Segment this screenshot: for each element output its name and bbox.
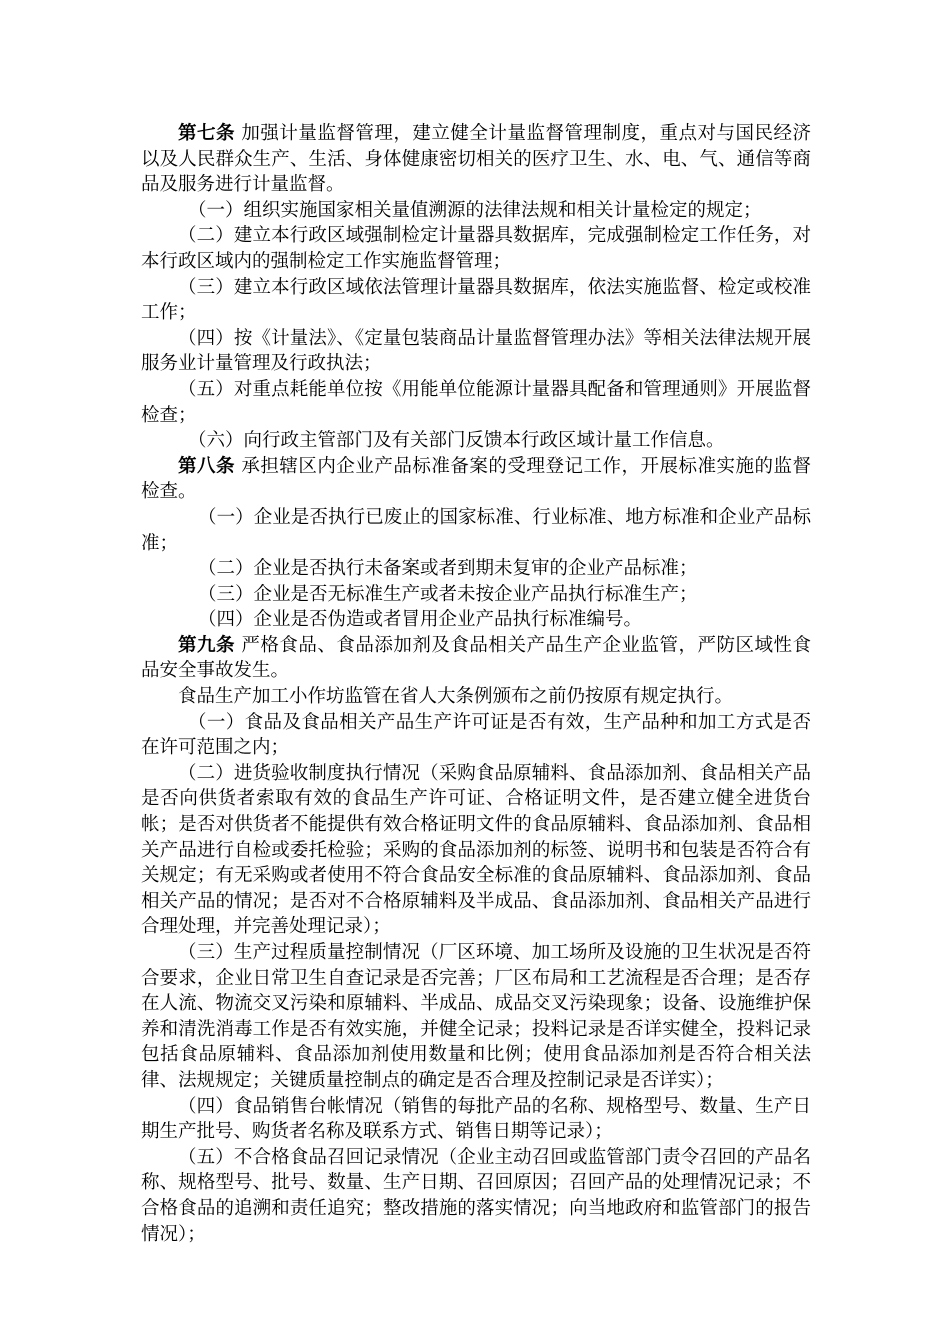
article-8-item-4: （四）企业是否伪造或者冒用企业产品执行标准编号。 <box>198 609 643 631</box>
article-7-paragraph <box>141 121 811 198</box>
article-9-item-4: （四）食品销售台帐情况（销售的每批产品的名称、规格型号、数量、生产日期生产批号、购货者名称及联系方式、销售日期等记录）； <box>141 1095 811 1143</box>
article-9-item-3: （三）生产过程质量控制情况（厂区环境、加工场所及设施的卫生状况是否符合要求，企业日常卫生自查记录是否完善；厂区布局和工艺流程是否合理；是否存在人流、物流交叉污染和原辅料、半成品、成品交叉污染现象；设备、设施维护保养和清洗消毒工作是否有效实施，并健全记录；投料记录是否详实健全，投料记录包括食品原辅料、食品添加剂使用数量和比例；使用食品添加剂是否符合相关法律、法规规定；关键质量控制点的确定是否合理及控制记录是否详实）； <box>141 942 811 1091</box>
article-7-item-2: （二）建立本行政区域强制检定计量器具数据库，完成强制检定工作任务，对本行政区域内的强制检定工作实施监督管理； <box>141 225 811 272</box>
article-7-item-3: （三）建立本行政区域依法管理计量器具数据库，依法实施监督、检定或校准工作； <box>141 276 811 324</box>
article-8-item-1: （一）企业是否执行已废止的国家标准、行业标准、地方标准和企业产品标准； <box>141 506 811 554</box>
article-9-text: 严格食品、食品添加剂及食品相关产品生产企业监管，严防区域性食品安全事故发生。 <box>141 634 811 682</box>
article-9-title: 第九条 <box>178 634 236 656</box>
article-9-note: 食品生产加工小作坊监管在省人大条例颁布之前仍按原有规定执行。 <box>178 686 734 708</box>
article-7-text: 加强计量监督管理，建立健全计量监督管理制度，重点对与国民经济以及人民群众生产、生活、身体健康密切相关的医疗卫生、水、电、气、通信等商品及服务进行计量监督。 <box>141 123 811 196</box>
article-7-title: 第七条 <box>178 123 236 144</box>
article-8-item-2: （二）企业是否执行未备案或者到期未复审的企业产品标准； <box>198 558 698 580</box>
article-7-item-5: （五）对重点耗能单位按《用能单位能源计量器具配备和管理通则》开展监督检查； <box>141 378 811 426</box>
article-8-item-3: （三）企业是否无标准生产或者未按企业产品执行标准生产； <box>198 583 698 605</box>
article-9-item-1: （一）食品及食品相关产品生产许可证是否有效，生产品种和加工方式是否在许可范围之内； <box>141 711 811 759</box>
article-9-item-5: （五）不合格食品召回记录情况（企业主动召回或监管部门责令召回的产品名称、规格型号、批号、数量、生产日期、召回原因；召回产品的处理情况记录；不合格食品的追溯和责任追究；整改措施的落实情况；向当地政府和监管部门的报告情况）； <box>141 1146 811 1245</box>
article-9-item-2: （二）进货验收制度执行情况（采购食品原辅料、食品添加剂、食品相关产品是否向供货者索取有效的食品生产许可证、合格证明文件，是否建立健全进货台帐；是否对供货者不能提供有效合格证明文件的食品原辅料、食品添加剂、食品相关产品进行自检或委托检验；采购的食品添加剂的标签、说明书和包装是否符合有关规定；有无采购或者使用不符合食品安全标准的食品原辅料、食品添加剂、食品相关产品的情况；是否对不合格原辅料及半成品、食品添加剂、食品相关产品进行合理处理，并完善处理记录）； <box>141 762 811 938</box>
article-7-item-1: （一）组织实施国家相关量值溯源的法律法规和相关计量检定的规定； <box>188 199 762 221</box>
article-8-paragraph <box>141 454 811 505</box>
article-7-item-4: （四）按《计量法》、《定量包装商品计量监督管理办法》等相关法律法规开展服务业计量管理及行政执法； <box>141 327 811 375</box>
document-body <box>141 121 811 1247</box>
article-8-title: 第八条 <box>178 455 236 477</box>
article-7-item-6: （六）向行政主管部门及有关部门反馈本行政区域计量工作信息。 <box>188 430 725 452</box>
article-8-text: 承担辖区内企业产品标准备案的受理登记工作，开展标准实施的监督检查。 <box>141 455 811 503</box>
article-9-paragraph <box>141 633 811 684</box>
